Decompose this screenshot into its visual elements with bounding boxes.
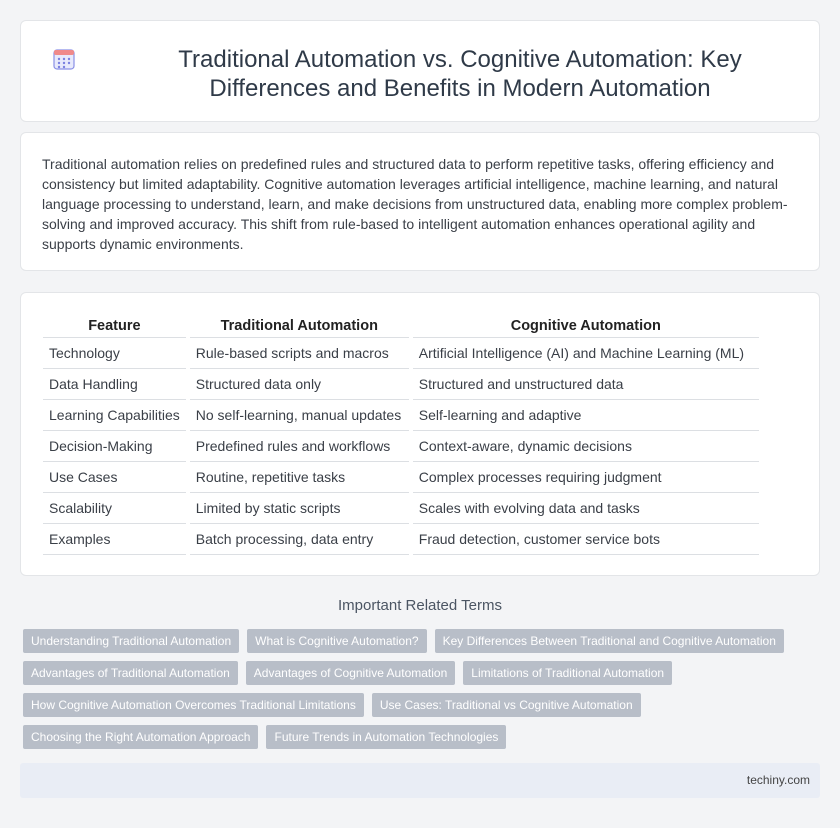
table-cell: Scales with evolving data and tasks xyxy=(413,493,759,524)
table-cell: Context-aware, dynamic decisions xyxy=(413,431,759,462)
table-cell: Scalability xyxy=(43,493,186,524)
related-term-chip[interactable]: Advantages of Cognitive Automation xyxy=(246,661,455,685)
table-cell: Use Cases xyxy=(43,462,186,493)
table-cell: Batch processing, data entry xyxy=(190,524,409,555)
related-term-chip[interactable]: What is Cognitive Automation? xyxy=(247,629,426,653)
calendar-icon xyxy=(53,48,75,70)
related-term-chip[interactable]: Future Trends in Automation Technologies xyxy=(266,725,506,749)
table-cell: Structured data only xyxy=(190,369,409,400)
table-row xyxy=(43,524,759,555)
table-cell: Structured and unstructured data xyxy=(413,369,759,400)
table-header-row xyxy=(43,316,759,338)
summary-paragraph: Traditional automation relies on predefined rules and structured data to perform repetitive tasks, offering efficiency and consistency but limited adaptability. Cognitive automation leverages artificial intelligence, machine learning, and natural language processing to understand, learn, and make decisions from unstructured data, enabling more complex problem-solving and improved accuracy. This shift from rule-based to intelligent automation enhances operational agility and supports dynamic environments. xyxy=(42,156,788,252)
summary-card xyxy=(20,132,820,271)
table-cell: Rule-based scripts and macros xyxy=(190,338,409,369)
table-cell: Self-learning and adaptive xyxy=(413,400,759,431)
header-feature: Feature xyxy=(43,316,186,338)
table-row xyxy=(43,400,759,431)
table-cell: Fraud detection, customer service bots xyxy=(413,524,759,555)
table-cell: Artificial Intelligence (AI) and Machine Learning (ML) xyxy=(413,338,759,369)
comparison-table-card xyxy=(20,292,820,576)
related-term-chip[interactable]: Limitations of Traditional Automation xyxy=(463,661,672,685)
comparison-table xyxy=(43,316,759,555)
related-term-chip[interactable]: Advantages of Traditional Automation xyxy=(23,661,238,685)
table-row xyxy=(43,338,759,369)
page-title: Traditional Automation vs. Cognitive Automation: Key Differences and Benefits in Modern Automation xyxy=(178,46,742,102)
header-cognitive: Cognitive Automation xyxy=(413,316,759,338)
related-term-chip[interactable]: Choosing the Right Automation Approach xyxy=(23,725,258,749)
related-terms-heading: Important Related Terms xyxy=(338,597,502,614)
table-row xyxy=(43,493,759,524)
footer-site-link[interactable]: techiny.com xyxy=(746,773,810,787)
related-term-chip[interactable]: Understanding Traditional Automation xyxy=(23,629,239,653)
related-term-chip[interactable]: Use Cases: Traditional vs Cognitive Automation xyxy=(372,693,641,717)
table-cell: Examples xyxy=(43,524,186,555)
related-term-chip[interactable]: Key Differences Between Traditional and Cognitive Automation xyxy=(435,629,784,653)
table-row xyxy=(43,369,759,400)
header-traditional: Traditional Automation xyxy=(190,316,409,338)
table-cell: Complex processes requiring judgment xyxy=(413,462,759,493)
table-row xyxy=(43,462,759,493)
table-cell: Limited by static scripts xyxy=(190,493,409,524)
table-row xyxy=(43,431,759,462)
table-cell: Predefined rules and workflows xyxy=(190,431,409,462)
table-cell: Routine, repetitive tasks xyxy=(190,462,409,493)
table-cell: Technology xyxy=(43,338,186,369)
table-cell: Data Handling xyxy=(43,369,186,400)
table-cell: Learning Capabilities xyxy=(43,400,186,431)
title-card xyxy=(20,20,820,122)
related-term-chip[interactable]: How Cognitive Automation Overcomes Traditional Limitations xyxy=(23,693,364,717)
table-cell: No self-learning, manual updates xyxy=(190,400,409,431)
table-cell: Decision-Making xyxy=(43,431,186,462)
footer-bar xyxy=(20,763,820,798)
related-terms-list xyxy=(23,629,803,749)
